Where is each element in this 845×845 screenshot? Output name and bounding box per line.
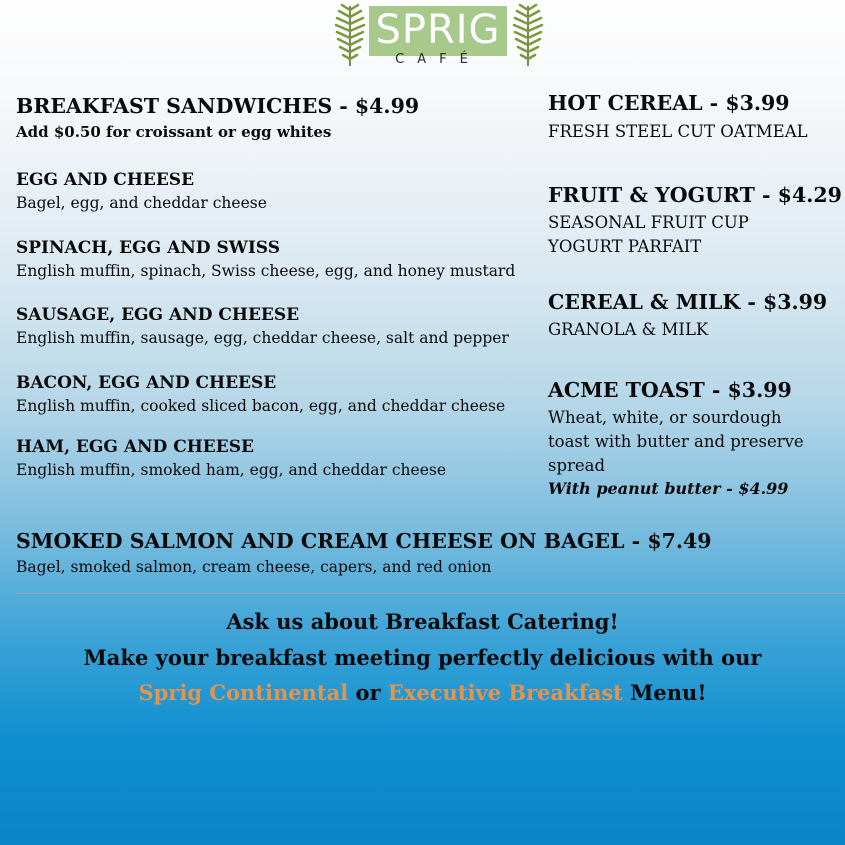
logo-name: SPRIG [375,7,501,53]
continental-menu-name: Sprig Continental [138,680,349,705]
fruit-yogurt-line: YOGURT PARFAIT [548,237,702,256]
smoked-salmon-description: Bagel, smoked salmon, cream cheese, capers, and red onion [16,558,492,576]
hot-cereal-line: FRESH STEEL CUT OATMEAL [548,122,808,141]
acme-toast-peanut-butter-option: With peanut butter - $4.99 [548,479,789,498]
menu-item-name: SAUSAGE, EGG AND CHEESE [16,305,300,325]
acme-toast-heading: ACME TOAST - $3.99 [548,378,792,402]
rosemary-sprig-icon [511,2,545,68]
catering-menu-suffix: Menu! [622,680,707,705]
menu-item-name: HAM, EGG AND CHEESE [16,437,254,457]
catering-menus [0,680,845,705]
section-divider [16,593,845,594]
cereal-milk-line: GRANOLA & MILK [548,320,709,339]
cereal-milk-heading: CEREAL & MILK - $3.99 [548,290,828,314]
catering-pitch: Make your breakfast meeting perfectly delicious with our [83,645,762,670]
menu-item-name: EGG AND CHEESE [16,170,195,190]
acme-toast-line: spread [548,456,606,475]
menu-item-description: English muffin, spinach, Swiss cheese, egg, and honey mustard [16,262,516,280]
hot-cereal-heading: HOT CEREAL - $3.99 [548,91,790,115]
catering-headline: Ask us about Breakfast Catering! [226,609,619,634]
smoked-salmon-heading: SMOKED SALMON AND CREAM CHEESE ON BAGEL - $7.49 [16,529,712,553]
logo-subtitle: CAFÉ [395,52,481,67]
acme-toast-line: toast with butter and preserve [548,432,804,451]
rosemary-sprig-icon [333,2,367,68]
menu-item-name: BACON, EGG AND CHEESE [16,373,277,393]
fruit-yogurt-heading: FRUIT & YOGURT - $4.29 [548,183,842,207]
acme-toast-line: Wheat, white, or sourdough [548,408,782,427]
menu-item-description: English muffin, cooked sliced bacon, egg, and cheddar cheese [16,397,506,415]
menu-item-description: English muffin, sausage, egg, cheddar cheese, salt and pepper [16,329,509,347]
menu-item-name: SPINACH, EGG AND SWISS [16,238,280,258]
catering-or: or [348,680,388,705]
sandwich-upgrade-note: Add $0.50 for croissant or egg whites [16,123,332,141]
fruit-yogurt-line: SEASONAL FRUIT CUP [548,213,749,232]
menu-item-description: Bagel, egg, and cheddar cheese [16,194,267,212]
executive-menu-name: Executive Breakfast [387,680,623,705]
menu-item-description: English muffin, smoked ham, egg, and cheddar cheese [16,461,446,479]
cafe-logo [333,2,545,68]
breakfast-sandwiches-heading: BREAKFAST SANDWICHES - $4.99 [16,94,420,118]
